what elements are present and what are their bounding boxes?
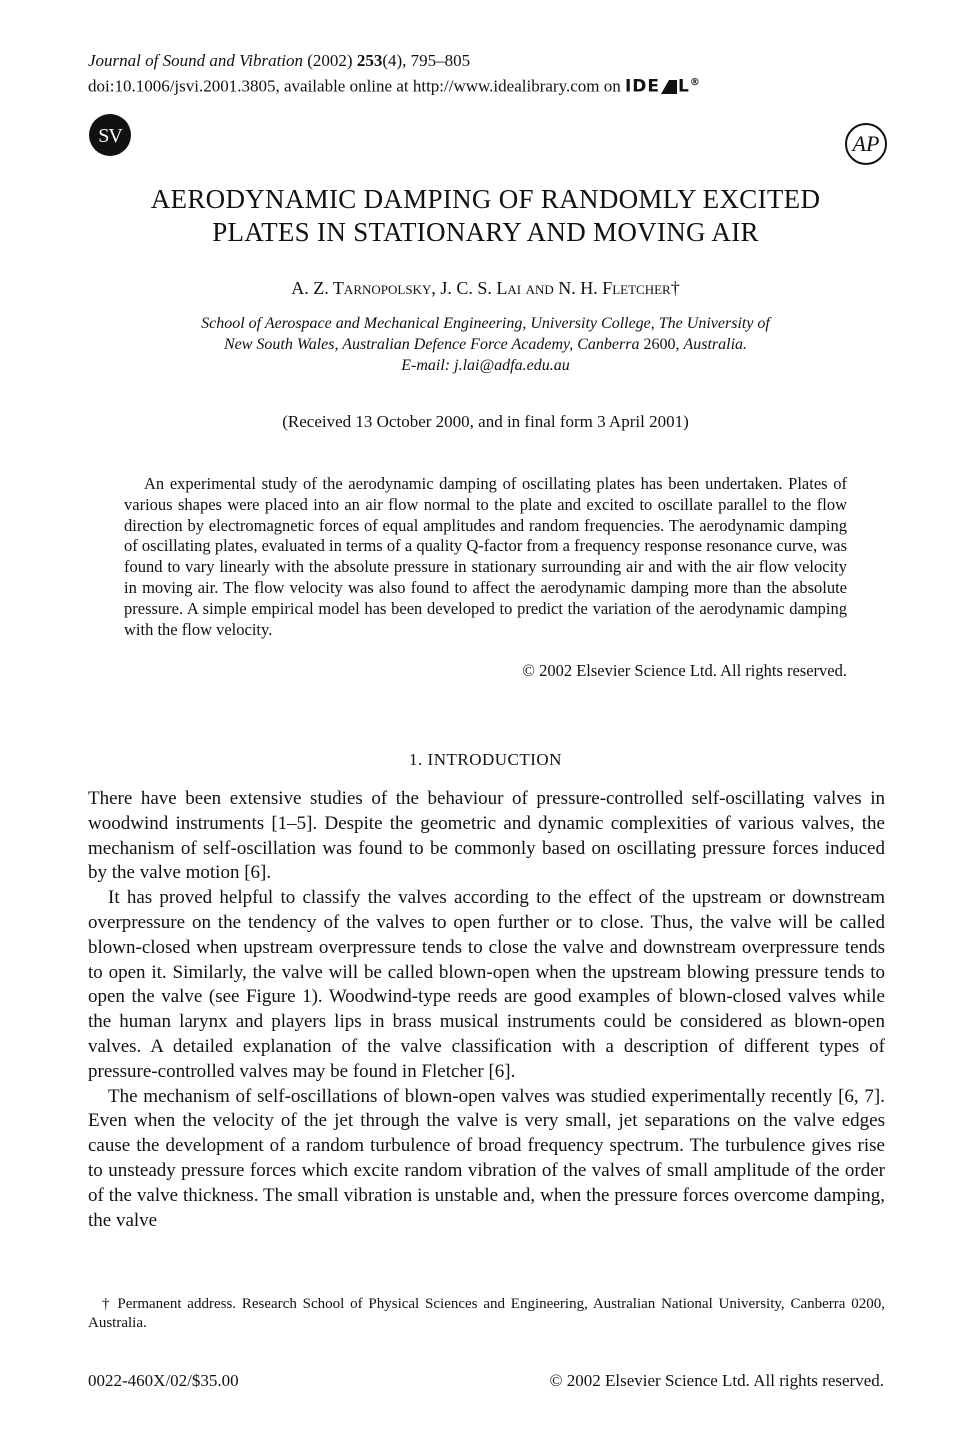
body-text	[88, 787, 885, 1233]
paragraph: There have been extensive studies of the behaviour of pressure-controlled self-oscillating valves in woodwind instruments [1–5]. Despite the geometric and dynamic complexities of various valves, the mechanism of self-oscillation was found to be commonly based on oscillating pressure forces induced by the valve motion [6].	[88, 788, 885, 884]
journal-year: (2002)	[307, 51, 353, 70]
ideal-logo	[625, 72, 701, 98]
ideal-logo-left: IDE	[624, 76, 661, 97]
title-line-1: AERODYNAMIC DAMPING OF RANDOMLY EXCITED	[150, 184, 821, 214]
ideal-logo-right: L	[678, 76, 690, 97]
affiliation	[120, 313, 851, 376]
section-heading: 1. INTRODUCTION	[409, 750, 562, 769]
received-dates: (Received 13 October 2000, and in final form 3 April 2001)	[282, 412, 689, 431]
doi-line	[88, 72, 701, 98]
footer-copyright: © 2002 Elsevier Science Ltd. All rights reserved.	[549, 1371, 884, 1390]
footer-issn-price: 0022-460X/02/$35.00	[88, 1371, 239, 1390]
journal-name: Journal of Sound and Vibration	[88, 51, 304, 70]
citation-line	[88, 50, 701, 72]
ap-logo: AP	[845, 123, 887, 165]
title-line-2: PLATES IN STATIONARY AND MOVING AIR	[212, 217, 759, 247]
registered-mark: ®	[689, 77, 701, 88]
sailboat-icon	[661, 80, 677, 94]
affiliation-email[interactable]: E-mail: j.lai@adfa.edu.au	[401, 357, 570, 374]
sv-logo: SV	[89, 114, 131, 156]
journal-issue-pages: (4), 795–805	[382, 51, 471, 70]
paragraph: It has proved helpful to classify the valves according to the effect of the upstream or downstream overpressure on the tendency of the valves to open further or to close. Thus, the valve will be called blown-closed when upstream overpressure tends to close the valve and downstream overpressure tends to open it. Similarly, the valve will be called blown-open when the upstream blowing pressure tends to open the valve (see Figure 1). Woodwind-type reeds are good examples of blown-closed valves while the human larynx and players lips in brass musical instruments could be considered as blown-open valves. A detailed explanation of the valve classification with a description of different types of pressure-controlled valves may be found in Fletcher [6].	[88, 887, 885, 1082]
doi-text[interactable]: doi:10.1006/jsvi.2001.3805, available online at http://www.idealibrary.com on	[88, 76, 621, 96]
paragraph: The mechanism of self-oscillations of blown-open valves was studied experimentally recently [6, 7]. Even when the velocity of the jet through the valve is very small, jet separations on the valve edges cause the development of a random turbulence of broad frequency spectrum. The turbulence gives rise to unsteady pressure forces which excite random vibration of the valves of small amplitude of the order of the valve thickness. The small vibration is unstable and, when the pressure forces overcome damping, the valve	[88, 1085, 885, 1231]
journal-header	[88, 50, 701, 98]
affiliation-city: New South Wales, Australian Defence Force Academy, Canberra	[223, 336, 640, 353]
journal-volume: 253	[356, 51, 383, 70]
affiliation-line-1: School of Aerospace and Mechanical Engineering, University College, The University of	[201, 315, 770, 332]
affiliation-postcode: 2600,	[639, 336, 684, 353]
affiliation-country: Australia.	[683, 336, 748, 353]
paper-title	[60, 183, 911, 249]
authors: A. Z. Tarnopolsky, J. C. S. Lai and N. H. Fletcher†	[291, 278, 680, 298]
footnote: † Permanent address. Research School of Physical Sciences and Engineering, Australian National University, Canberra 0200, Australia.	[88, 1296, 885, 1331]
abstract: An experimental study of the aerodynamic damping of oscillating plates has been undertaken. Plates of various shapes were placed into an air flow normal to the plate and excited to oscillate parallel to the flow direction by electromagnetic forces of equal amplitudes and random frequencies. The aerodynamic damping of oscillating plates, evaluated in terms of a quality Q-factor from a frequency response resonance curve, was found to vary linearly with the absolute pressure in stationary surrounding air and with the air flow velocity in moving air. The flow velocity was also found to affect the aerodynamic damping more than the absolute pressure. A simple empirical model has been developed to predict the variation of the aerodynamic damping with the flow velocity.	[124, 474, 847, 639]
affiliation-line-2	[120, 334, 851, 355]
abstract-copyright: © 2002 Elsevier Science Ltd. All rights reserved.	[522, 661, 847, 680]
